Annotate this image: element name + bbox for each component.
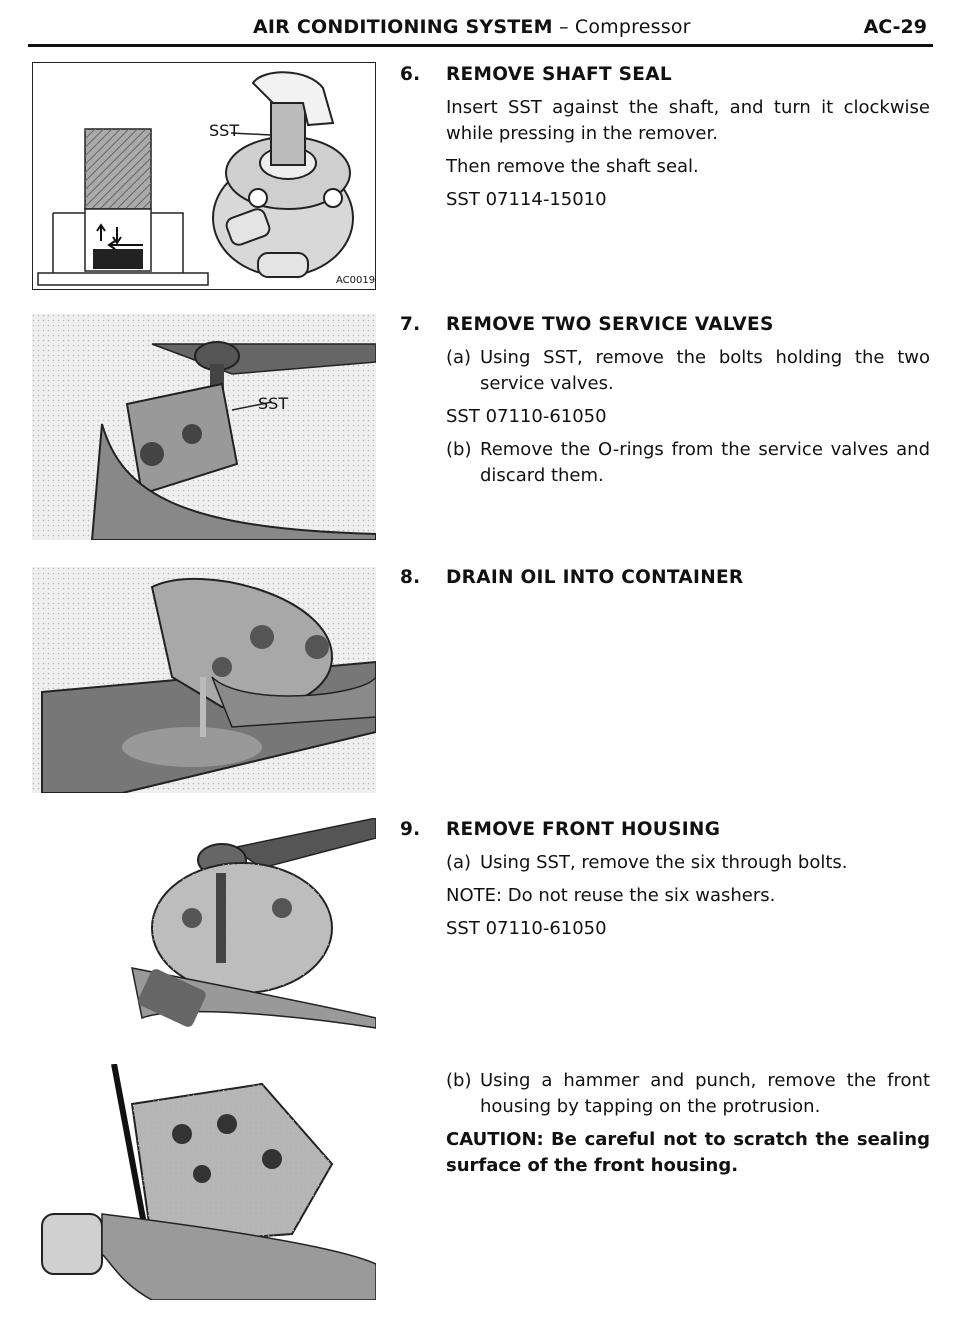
header-section: AIR CONDITIONING SYSTEM [253,16,553,38]
front-housing-bolts-photo-icon [32,818,376,1040]
step-7-heading [400,312,930,338]
step-9-caution [446,1127,930,1179]
step-9-sub-b-label: (b) [446,1070,472,1091]
step-7-title: REMOVE TWO SERVICE VALVES [446,314,774,335]
step-6-body [446,95,930,213]
figure-front-housing-bolts [32,818,376,1040]
step-9-sub-b [446,1068,930,1120]
figure-sst-label: SST [209,121,240,140]
page-number: AC-29 [863,16,927,38]
service-valve-removal-photo-icon [32,314,376,540]
header-dash: – [552,16,575,38]
step-8-heading [400,565,930,591]
step-9-sub-a-text: Using SST, remove the six through bolts. [480,852,848,873]
step-7-number: 7. [400,314,421,335]
caution-label: CAUTION: [446,1129,544,1150]
step-6 [400,62,930,220]
step-8 [400,565,930,591]
compressor-shaft-seal-diagram-icon [33,63,376,290]
step-9-sst: SST 07110-61050 [446,918,607,939]
step-6-instruction: Insert SST against the shaft, and turn it clockwise while pressing in the remover. [446,97,930,144]
step-9-note: NOTE: Do not reuse the six washers. [446,885,776,906]
step-7-sub-a-label: (a) [446,347,472,368]
header-rule [28,44,933,47]
figure-code: AC0019 [336,275,376,286]
figure-shaft-seal [32,62,376,290]
step-6-heading [400,62,930,88]
step-8-number: 8. [400,567,421,588]
header-title [253,16,691,38]
caution-text: Be careful not to scratch the sealing surface of the front housing. [446,1129,930,1176]
step-7-sub-b-label: (b) [446,439,472,460]
step-9-body-continued [446,1068,930,1179]
step-6-sst: SST 07114-15010 [446,189,607,210]
figure-drain-oil [32,567,376,793]
step-9 [400,817,930,949]
hammer-punch-photo-icon [32,1064,376,1300]
step-7-sub-a [446,345,930,397]
figure-service-valves [32,314,376,540]
step-9-body [446,850,930,942]
step-7-body [446,345,930,489]
step-9-sub-a [446,850,930,876]
header-subsection: Compressor [574,16,691,38]
step-7-sub-a-text: Using SST, remove the bolts holding the two service valves. [480,347,930,394]
step-7-sub-b-text: Remove the O-rings from the service valves and discard them. [480,439,930,486]
step-7-sub-b [446,437,930,489]
step-7 [400,312,930,496]
step-9-sub-a-label: (a) [446,852,472,873]
step-7-sst: SST 07110-61050 [446,406,607,427]
figure-sst-label-2: SST [258,394,289,413]
step-6-number: 6. [400,64,421,85]
step-6-followup: Then remove the shaft seal. [446,156,699,177]
step-9-number: 9. [400,819,421,840]
page-header [28,10,933,40]
step-9-title: REMOVE FRONT HOUSING [446,819,721,840]
step-6-title: REMOVE SHAFT SEAL [446,64,672,85]
step-9-sub-b-text: Using a hammer and punch, remove the front housing by tapping on the protrusion. [480,1070,930,1117]
figure-hammer-punch [32,1064,376,1300]
step-9-heading [400,817,930,843]
oil-drain-photo-icon [32,567,376,793]
step-8-title: DRAIN OIL INTO CONTAINER [446,567,744,588]
step-9-continued [400,1068,930,1186]
